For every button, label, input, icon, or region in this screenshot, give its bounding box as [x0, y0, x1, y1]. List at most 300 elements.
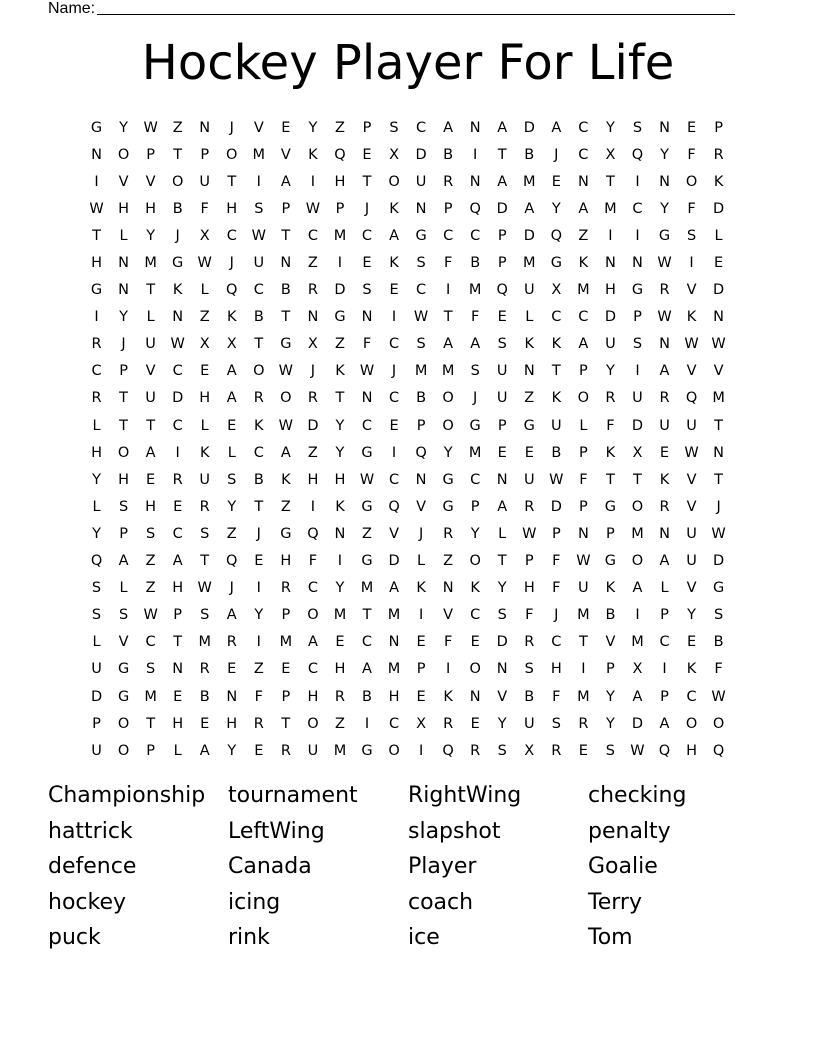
grid-letter: T — [714, 417, 724, 434]
grid-letter: E — [551, 173, 561, 190]
grid-letter: S — [227, 471, 237, 488]
grid-letter: E — [714, 255, 724, 272]
grid-letter: M — [577, 688, 590, 705]
grid-letter: X — [524, 742, 535, 759]
grid-letter: R — [280, 580, 291, 597]
grid-letter: M — [712, 390, 725, 407]
grid-letter: N — [632, 255, 643, 272]
grid-letter: E — [200, 715, 210, 732]
grid-letter: D — [523, 227, 535, 244]
grid-letter: O — [469, 553, 481, 570]
grid-letter: G — [90, 282, 103, 299]
grid-letter: H — [199, 390, 211, 407]
grid-letter: H — [307, 471, 319, 488]
grid-letter: K — [686, 661, 697, 678]
grid-letter: P — [281, 200, 291, 217]
grid-letter: R — [307, 390, 318, 407]
grid-letter: B — [253, 471, 264, 488]
grid-letter: N — [442, 580, 454, 597]
grid-letter: T — [362, 173, 372, 190]
grid-letter: W — [711, 688, 726, 705]
grid-letter: M — [198, 634, 211, 651]
grid-letter: E — [362, 255, 372, 272]
grid-letter: O — [631, 498, 644, 515]
grid-letter: W — [197, 580, 212, 597]
grid-letter: U — [632, 390, 643, 407]
grid-letter: K — [659, 471, 670, 488]
grid-letter: G — [712, 580, 725, 597]
grid-letter: I — [94, 173, 99, 190]
grid-letter: C — [578, 309, 589, 326]
grid-letter: T — [254, 498, 264, 515]
grid-letter: T — [281, 309, 291, 326]
word-list-item: icing — [228, 889, 281, 915]
grid-letter: B — [280, 282, 291, 299]
grid-letter: K — [713, 173, 724, 190]
grid-letter: L — [119, 580, 128, 597]
grid-letter: P — [606, 525, 615, 542]
grid-letter: Y — [687, 607, 696, 624]
grid-letter: F — [714, 661, 723, 678]
grid-letter: R — [470, 742, 481, 759]
grid-letter: G — [523, 417, 535, 434]
grid-letter: U — [145, 390, 156, 407]
grid-letter: X — [416, 715, 427, 732]
grid-letter: U — [686, 553, 697, 570]
grid-letter: S — [632, 119, 643, 136]
grid-letter: Y — [335, 444, 345, 461]
grid-letter: C — [253, 444, 264, 461]
grid-letter: P — [281, 607, 291, 624]
grid-letter: Q — [496, 282, 508, 299]
grid-letter: T — [605, 173, 615, 190]
grid-letter: H — [226, 715, 238, 732]
grid-row — [83, 439, 733, 466]
grid-letter: F — [308, 553, 318, 570]
grid-letter: A — [443, 336, 454, 353]
grid-letter: F — [362, 336, 372, 353]
grid-letter: E — [524, 444, 534, 461]
letter-grid — [83, 114, 733, 764]
grid-letter: U — [199, 173, 211, 190]
grid-letter: V — [443, 607, 454, 624]
grid-letter: C — [307, 227, 318, 244]
grid-letter: A — [470, 336, 481, 353]
grid-letter: L — [525, 309, 534, 326]
grid-letter: R — [443, 525, 454, 542]
grid-letter: I — [256, 173, 261, 190]
grid-letter: R — [307, 282, 318, 299]
word-list-item: coach — [408, 889, 474, 915]
grid-letter: P — [146, 742, 155, 759]
word-list-item: Goalie — [588, 854, 658, 880]
grid-row — [83, 493, 733, 520]
grid-letter: P — [606, 661, 615, 678]
grid-letter: M — [414, 363, 428, 380]
grid-letter: P — [578, 363, 588, 380]
grid-letter: U — [307, 742, 319, 759]
grid-letter: Z — [362, 525, 372, 542]
grid-letter: G — [117, 661, 130, 678]
grid-letter: G — [361, 553, 373, 570]
word-list-item: rink — [228, 925, 270, 951]
grid-letter: E — [416, 688, 426, 705]
word-list-item: penalty — [588, 818, 671, 844]
grid-letter: A — [524, 200, 535, 217]
grid-letter: J — [391, 363, 397, 380]
grid-letter: L — [146, 309, 155, 326]
grid-letter: W — [630, 742, 645, 759]
grid-letter: N — [523, 363, 535, 380]
grid-letter: T — [443, 309, 453, 326]
grid-letter: I — [310, 498, 316, 515]
grid-letter: H — [388, 688, 400, 705]
grid-letter: C — [686, 688, 697, 705]
grid-letter: F — [525, 607, 534, 624]
grid-letter: I — [310, 173, 316, 190]
grid-letter: V — [686, 498, 697, 515]
grid-letter: Q — [334, 146, 346, 163]
grid-letter: J — [554, 146, 559, 163]
grid-letter: H — [523, 580, 535, 597]
grid-letter: T — [200, 553, 210, 570]
grid-letter: V — [686, 363, 697, 380]
grid-letter: W — [413, 309, 429, 326]
grid-letter: A — [118, 553, 129, 570]
grid-letter: P — [416, 661, 426, 678]
grid-letter: M — [144, 688, 157, 705]
grid-letter: Q — [550, 227, 563, 244]
grid-letter: W — [197, 255, 212, 272]
grid-letter: G — [550, 255, 562, 272]
grid-letter: A — [578, 200, 589, 217]
grid-row — [83, 304, 733, 331]
grid-letter: P — [443, 200, 453, 217]
grid-row — [83, 602, 733, 629]
grid-letter: C — [172, 417, 183, 434]
grid-letter: G — [280, 525, 292, 542]
grid-letter: C — [388, 715, 400, 732]
grid-letter: O — [442, 390, 454, 407]
grid-letter: W — [278, 417, 294, 434]
grid-letter: B — [199, 688, 210, 705]
grid-letter: I — [418, 742, 424, 759]
grid-letter: N — [307, 309, 319, 326]
grid-letter: M — [333, 742, 347, 759]
grid-letter: K — [389, 200, 399, 217]
grid-letter: X — [551, 282, 562, 299]
grid-letter: U — [91, 661, 102, 678]
grid-letter: C — [416, 282, 427, 299]
grid-letter: T — [335, 390, 345, 407]
grid-letter: A — [443, 119, 454, 136]
grid-letter: F — [552, 553, 561, 570]
grid-letter: G — [361, 444, 373, 461]
grid-letter: A — [578, 336, 589, 353]
grid-letter: H — [604, 282, 616, 299]
grid-letter: N — [118, 282, 129, 299]
grid-letter: L — [579, 417, 588, 434]
grid-letter: Z — [307, 444, 318, 461]
grid-letter: S — [362, 282, 372, 299]
grid-letter: T — [227, 173, 237, 190]
grid-letter: G — [604, 553, 617, 570]
word-list-item: slapshot — [408, 818, 501, 844]
grid-letter: S — [470, 363, 480, 380]
grid-letter: Z — [443, 553, 454, 570]
grid-letter: Q — [226, 553, 238, 570]
grid-letter: U — [605, 336, 616, 353]
grid-letter: Y — [605, 715, 615, 732]
grid-letter: D — [307, 417, 319, 434]
grid-letter: Z — [307, 255, 318, 272]
grid-letter: D — [713, 282, 725, 299]
grid-letter: M — [360, 580, 374, 597]
grid-letter: E — [497, 309, 507, 326]
grid-letter: Y — [660, 200, 669, 217]
grid-letter: L — [714, 227, 723, 244]
word-list — [48, 778, 768, 956]
grid-letter: T — [633, 471, 642, 488]
grid-letter: C — [632, 200, 643, 217]
grid-letter: R — [172, 471, 183, 488]
grid-letter: R — [334, 688, 345, 705]
grid-letter: F — [552, 580, 561, 597]
grid-letter: K — [470, 580, 480, 597]
grid-letter: M — [577, 607, 590, 624]
grid-letter: N — [469, 173, 481, 190]
grid-letter: B — [713, 634, 724, 651]
grid-letter: P — [524, 553, 534, 570]
grid-letter: S — [254, 200, 264, 217]
grid-letter: I — [581, 661, 586, 678]
grid-letter: T — [281, 715, 291, 732]
grid-letter: I — [445, 661, 451, 678]
grid-letter: Y — [335, 580, 345, 597]
grid-letter: V — [253, 119, 264, 136]
grid-letter: H — [118, 200, 130, 217]
grid-letter: N — [713, 444, 725, 461]
grid-letter: Y — [470, 525, 480, 542]
grid-letter: N — [496, 661, 508, 678]
grid-letter: E — [578, 742, 588, 759]
grid-letter: H — [145, 200, 157, 217]
grid-letter: R — [443, 173, 454, 190]
grid-letter: A — [172, 553, 183, 570]
grid-letter: A — [362, 661, 372, 678]
grid-letter: U — [253, 255, 265, 272]
grid-letter: T — [254, 336, 264, 353]
grid-letter: T — [281, 227, 291, 244]
grid-letter: K — [335, 363, 345, 380]
word-list-item: puck — [48, 925, 101, 951]
grid-letter: U — [523, 471, 535, 488]
grid-letter: V — [497, 688, 508, 705]
grid-letter: P — [497, 417, 507, 434]
word-list-item: RightWing — [408, 783, 522, 808]
grid-row — [83, 520, 733, 547]
grid-row — [83, 249, 733, 276]
grid-letter: O — [117, 444, 130, 461]
grid-letter: N — [659, 119, 670, 136]
grid-letter: T — [173, 634, 183, 651]
grid-letter: V — [118, 173, 129, 190]
grid-letter: Z — [578, 227, 589, 244]
grid-letter: O — [388, 742, 400, 759]
grid-letter: H — [334, 471, 346, 488]
grid-letter: P — [660, 688, 669, 705]
grid-letter: O — [117, 715, 130, 732]
grid-letter: P — [362, 119, 372, 136]
grid-letter: T — [605, 471, 615, 488]
grid-letter: N — [659, 173, 670, 190]
grid-letter: C — [145, 634, 156, 651]
grid-letter: O — [171, 173, 184, 190]
grid-letter: P — [173, 607, 183, 624]
grid-letter: N — [469, 119, 481, 136]
grid-letter: S — [605, 742, 616, 759]
grid-letter: D — [172, 390, 184, 407]
grid-letter: G — [631, 282, 644, 299]
grid-letter: N — [659, 336, 670, 353]
grid-letter: U — [523, 715, 535, 732]
grid-letter: E — [416, 634, 426, 651]
grid-letter: P — [146, 146, 155, 163]
grid-letter: X — [199, 336, 210, 353]
grid-letter: J — [256, 525, 261, 542]
grid-letter: M — [279, 634, 293, 651]
grid-letter: P — [578, 498, 588, 515]
grid-letter: I — [418, 607, 424, 624]
grid-letter: H — [226, 200, 238, 217]
grid-letter: U — [91, 742, 102, 759]
grid-letter: Z — [334, 336, 345, 353]
grid-row — [83, 575, 733, 602]
grid-letter: V — [145, 173, 156, 190]
grid-letter: N — [172, 661, 184, 678]
grid-letter: B — [253, 309, 264, 326]
grid-letter: V — [280, 146, 291, 163]
grid-letter: W — [143, 607, 158, 624]
grid-letter: Z — [334, 119, 345, 136]
grid-letter: X — [632, 661, 643, 678]
grid-row — [83, 548, 733, 575]
grid-letter: D — [550, 498, 562, 515]
grid-letter: Z — [145, 580, 156, 597]
grid-letter: Y — [92, 525, 101, 542]
grid-letter: N — [280, 255, 292, 272]
grid-letter: U — [659, 417, 670, 434]
grid-letter: R — [91, 390, 102, 407]
grid-letter: P — [578, 444, 588, 461]
grid-letter: W — [657, 255, 672, 272]
grid-letter: C — [226, 227, 237, 244]
grid-letter: R — [659, 390, 670, 407]
grid-letter: D — [496, 200, 508, 217]
grid-letter: E — [389, 282, 399, 299]
grid-letter: B — [551, 444, 562, 461]
grid-letter: Q — [712, 742, 725, 759]
grid-row — [83, 277, 733, 304]
grid-letter: K — [686, 309, 697, 326]
grid-letter: U — [523, 282, 535, 299]
grid-letter: T — [146, 417, 156, 434]
grid-letter: D — [604, 309, 616, 326]
grid-letter: I — [635, 607, 640, 624]
grid-letter: P — [281, 688, 291, 705]
grid-letter: C — [388, 471, 400, 488]
grid-letter: P — [200, 146, 210, 163]
grid-letter: U — [496, 363, 508, 380]
grid-letter: C — [172, 525, 183, 542]
grid-letter: I — [256, 634, 261, 651]
grid-letter: B — [443, 146, 454, 163]
grid-letter: X — [632, 444, 643, 461]
grid-letter: M — [468, 444, 482, 461]
grid-letter: B — [362, 688, 372, 705]
grid-letter: X — [605, 146, 616, 163]
grid-letter: E — [227, 417, 237, 434]
grid-letter: C — [172, 363, 183, 380]
word-list-item: LeftWing — [228, 818, 325, 844]
grid-letter: E — [686, 119, 697, 136]
grid-row — [83, 629, 733, 656]
grid-letter: Y — [119, 119, 128, 136]
grid-letter: O — [280, 390, 292, 407]
grid-letter: F — [687, 200, 696, 217]
grid-letter: R — [578, 715, 589, 732]
grid-letter: O — [307, 607, 319, 624]
grid-letter: R — [605, 390, 616, 407]
grid-letter: D — [334, 282, 346, 299]
grid-letter: R — [713, 146, 724, 163]
grid-letter: W — [89, 200, 104, 217]
page-title: Hockey Player For Life — [141, 35, 675, 91]
grid-letter: M — [333, 227, 347, 244]
grid-letter: Y — [146, 227, 156, 244]
grid-letter: Z — [334, 715, 345, 732]
grid-letter: G — [442, 471, 454, 488]
grid-letter: A — [199, 742, 210, 759]
grid-letter: J — [229, 580, 234, 597]
grid-letter: L — [227, 444, 236, 461]
grid-letter: L — [173, 742, 182, 759]
name-label: Name: — [48, 0, 96, 17]
grid-letter: A — [497, 498, 508, 515]
grid-letter: M — [144, 255, 157, 272]
grid-letter: B — [416, 390, 427, 407]
grid-letter: X — [199, 227, 210, 244]
grid-letter: O — [577, 390, 590, 407]
grid-letter: T — [551, 363, 561, 380]
grid-letter: H — [686, 742, 697, 759]
grid-letter: G — [280, 336, 292, 353]
grid-letter: S — [91, 607, 102, 624]
grid-letter: F — [254, 688, 263, 705]
grid-row — [83, 195, 733, 222]
grid-letter: S — [497, 336, 507, 353]
grid-letter: O — [253, 363, 265, 380]
grid-letter: M — [631, 525, 644, 542]
grid-letter: J — [473, 390, 478, 407]
grid-letter: N — [415, 200, 427, 217]
grid-letter: P — [633, 309, 642, 326]
grid-letter: P — [497, 227, 507, 244]
grid-letter: C — [91, 363, 102, 380]
grid-letter: U — [496, 390, 508, 407]
grid-letter: R — [199, 661, 210, 678]
grid-letter: C — [659, 634, 670, 651]
